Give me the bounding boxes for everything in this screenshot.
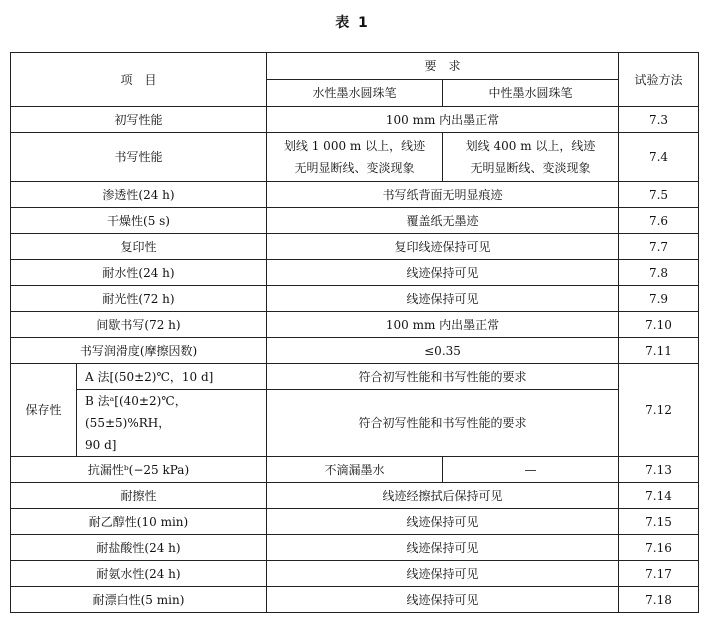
row-item-storage: 保存性 (11, 364, 77, 457)
table-row (11, 338, 699, 364)
row-method: 7.11 (619, 338, 699, 364)
table-row (11, 535, 699, 561)
row-item: 初写性能 (11, 107, 267, 133)
row-requirement: 100 mm 内出墨正常 (267, 107, 619, 133)
row-requirement: 复印线迹保持可见 (267, 234, 619, 260)
req-gel-line1: 划线 400 m 以上，线迹 (465, 139, 596, 153)
header-water: 水性墨水圆珠笔 (267, 80, 443, 107)
row-requirement: ≤0.35 (267, 338, 619, 364)
row-method: 7.6 (619, 208, 699, 234)
row-item: 耐擦性 (11, 483, 267, 509)
row-method: 7.16 (619, 535, 699, 561)
header-row (11, 53, 699, 80)
table-row (11, 390, 699, 457)
row-item: 间歇书写(72 h) (11, 312, 267, 338)
req-water-line1: 划线 1 000 m 以上，线迹 (283, 139, 426, 153)
row-item: 耐漂白性(5 min) (11, 587, 267, 613)
table-row (11, 133, 699, 182)
table-row (11, 587, 699, 613)
storage-method-b-line2: 90 d] (85, 438, 117, 452)
row-requirement: 线迹经擦拭后保持可见 (267, 483, 619, 509)
row-requirement-gel (443, 133, 619, 182)
storage-requirement-a: 符合初写性能和书写性能的要求 (267, 364, 619, 390)
row-item: 耐光性(72 h) (11, 286, 267, 312)
row-method: 7.18 (619, 587, 699, 613)
row-requirement: 100 mm 内出墨正常 (267, 312, 619, 338)
row-requirement: 覆盖纸无墨迹 (267, 208, 619, 234)
row-item: 耐乙醇性(10 min) (11, 509, 267, 535)
row-method: 7.4 (619, 133, 699, 182)
row-method: 7.10 (619, 312, 699, 338)
header-requirements: 要 求 (267, 53, 619, 80)
row-method: 7.8 (619, 260, 699, 286)
row-requirement: 线迹保持可见 (267, 509, 619, 535)
header-item: 项 目 (11, 53, 267, 107)
table-row (11, 208, 699, 234)
row-item: 书写润滑度(摩擦因数) (11, 338, 267, 364)
storage-method-a: A 法[(50±2)℃，10 d] (77, 364, 267, 390)
header-gel: 中性墨水圆珠笔 (443, 80, 619, 107)
row-requirement: 线迹保持可见 (267, 561, 619, 587)
storage-method-b (77, 390, 267, 457)
table-row (11, 260, 699, 286)
row-item: 干燥性(5 s) (11, 208, 267, 234)
row-requirement-water (267, 133, 443, 182)
row-method: 7.7 (619, 234, 699, 260)
header-method: 试验方法 (619, 53, 699, 107)
row-item: 书写性能 (11, 133, 267, 182)
row-method: 7.14 (619, 483, 699, 509)
row-item: 耐氨水性(24 h) (11, 561, 267, 587)
row-item: 耐水性(24 h) (11, 260, 267, 286)
table-row (11, 234, 699, 260)
table-row (11, 312, 699, 338)
row-requirement: 线迹保持可见 (267, 587, 619, 613)
row-method: 7.17 (619, 561, 699, 587)
row-requirement: 线迹保持可见 (267, 286, 619, 312)
req-water-line2: 无明显断线、变淡现象 (294, 161, 415, 175)
table-row (11, 364, 699, 390)
requirements-table (10, 52, 699, 613)
row-item: 复印性 (11, 234, 267, 260)
row-requirement-water: 不滴漏墨水 (267, 457, 443, 483)
table-row (11, 107, 699, 133)
table-row (11, 286, 699, 312)
row-item: 渗透性(24 h) (11, 182, 267, 208)
table-row (11, 561, 699, 587)
table-row (11, 509, 699, 535)
row-item: 耐盐酸性(24 h) (11, 535, 267, 561)
table-row (11, 483, 699, 509)
req-gel-line2: 无明显断线、变淡现象 (470, 161, 591, 175)
row-requirement: 线迹保持可见 (267, 535, 619, 561)
row-method: 7.9 (619, 286, 699, 312)
row-requirement: 线迹保持可见 (267, 260, 619, 286)
table-row (11, 457, 699, 483)
row-requirement-gel: — (443, 457, 619, 483)
table-title: 表 1 (335, 15, 370, 31)
row-method: 7.13 (619, 457, 699, 483)
row-method: 7.3 (619, 107, 699, 133)
row-item: 抗漏性ᵇ(−25 kPa) (11, 457, 267, 483)
row-method: 7.12 (619, 364, 699, 457)
row-method: 7.5 (619, 182, 699, 208)
storage-method-b-line1: B 法ᵃ[(40±2)℃，(55±5)%RH， (85, 394, 187, 430)
row-requirement: 书写纸背面无明显痕迹 (267, 182, 619, 208)
storage-requirement-b: 符合初写性能和书写性能的要求 (267, 390, 619, 457)
row-method: 7.15 (619, 509, 699, 535)
table-row (11, 182, 699, 208)
